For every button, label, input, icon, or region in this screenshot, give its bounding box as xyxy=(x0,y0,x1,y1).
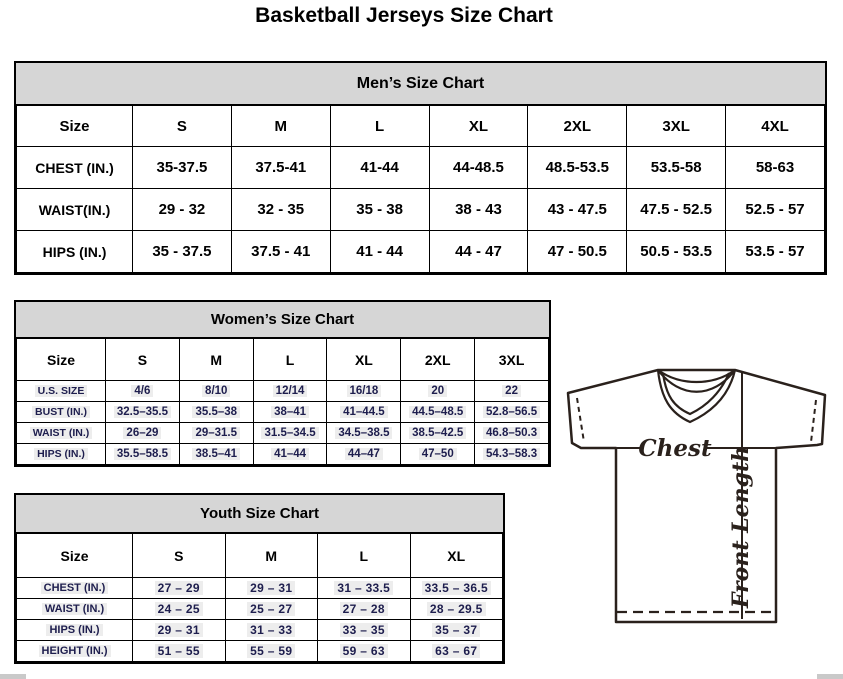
column-header: L xyxy=(318,534,411,578)
table-row xyxy=(17,599,503,620)
row-label: HIPS (IN.) xyxy=(17,620,133,641)
table-cell: 33.5 – 36.5 xyxy=(410,578,503,599)
chest-label: Chest xyxy=(638,435,712,462)
table-cell: 52.8–56.5 xyxy=(475,402,549,423)
table-cell: 55 – 59 xyxy=(225,641,318,662)
column-header: S xyxy=(133,106,232,147)
table-row xyxy=(17,444,549,465)
size-column-header: Size xyxy=(17,339,106,381)
jersey-diagram xyxy=(556,356,843,679)
row-label: HEIGHT (IN.) xyxy=(17,641,133,662)
table-cell: 47 - 50.5 xyxy=(528,231,627,273)
column-header: 4XL xyxy=(726,106,825,147)
table-row xyxy=(17,578,503,599)
table-row xyxy=(17,641,503,662)
column-header: XL xyxy=(327,339,401,381)
table-cell: 20 xyxy=(401,381,475,402)
table-cell: 4/6 xyxy=(106,381,180,402)
table-cell: 29 – 31 xyxy=(225,578,318,599)
table-cell: 28 – 29.5 xyxy=(410,599,503,620)
table-row xyxy=(17,189,825,231)
table-cell: 35 - 38 xyxy=(330,189,429,231)
table-cell: 41 - 44 xyxy=(330,231,429,273)
jersey-collar-icon xyxy=(658,370,735,422)
table-cell: 38–41 xyxy=(253,402,327,423)
column-header: M xyxy=(231,106,330,147)
row-label: WAIST (IN.) xyxy=(17,423,106,444)
table-cell: 52.5 - 57 xyxy=(726,189,825,231)
table-cell: 31 – 33 xyxy=(225,620,318,641)
table-cell: 44 - 47 xyxy=(429,231,528,273)
table-cell: 35.5–38 xyxy=(179,402,253,423)
womens-size-chart xyxy=(14,300,551,467)
table-cell: 25 – 27 xyxy=(225,599,318,620)
row-label: HIPS (IN.) xyxy=(17,444,106,465)
column-header: M xyxy=(179,339,253,381)
page-title: Basketball Jerseys Size Chart xyxy=(255,4,553,27)
table-cell: 44-48.5 xyxy=(429,147,528,189)
table-cell: 16/18 xyxy=(327,381,401,402)
size-column-header: Size xyxy=(17,534,133,578)
column-header: M xyxy=(225,534,318,578)
table-row xyxy=(17,231,825,273)
youth-size-table xyxy=(16,533,503,662)
table-cell: 8/10 xyxy=(179,381,253,402)
table-cell: 34.5–38.5 xyxy=(327,423,401,444)
womens-chart-header: Women’s Size Chart xyxy=(16,302,549,338)
table-cell: 44–47 xyxy=(327,444,401,465)
mens-size-chart xyxy=(14,61,827,275)
row-label: U.S. SIZE xyxy=(17,381,106,402)
table-cell: 32 - 35 xyxy=(231,189,330,231)
table-cell: 41–44 xyxy=(253,444,327,465)
table-cell: 27 – 29 xyxy=(133,578,226,599)
table-cell: 27 – 28 xyxy=(318,599,411,620)
table-cell: 22 xyxy=(475,381,549,402)
table-cell: 38.5–42.5 xyxy=(401,423,475,444)
table-cell: 24 – 25 xyxy=(133,599,226,620)
table-cell: 41-44 xyxy=(330,147,429,189)
table-cell: 43 - 47.5 xyxy=(528,189,627,231)
table-row xyxy=(17,381,549,402)
table-cell: 31 – 33.5 xyxy=(318,578,411,599)
column-header: XL xyxy=(410,534,503,578)
row-label: CHEST (IN.) xyxy=(17,578,133,599)
column-header: S xyxy=(133,534,226,578)
table-cell: 53.5-58 xyxy=(627,147,726,189)
column-header: 3XL xyxy=(475,339,549,381)
size-column-header: Size xyxy=(17,106,133,147)
table-cell: 35.5–58.5 xyxy=(106,444,180,465)
table-cell: 35-37.5 xyxy=(133,147,232,189)
table-cell: 37.5-41 xyxy=(231,147,330,189)
table-cell: 31.5–34.5 xyxy=(253,423,327,444)
column-header: L xyxy=(253,339,327,381)
table-cell: 35 - 37.5 xyxy=(133,231,232,273)
table-cell: 47.5 - 52.5 xyxy=(627,189,726,231)
corner-mark-left xyxy=(0,674,26,679)
table-cell: 44.5–48.5 xyxy=(401,402,475,423)
table-cell: 58-63 xyxy=(726,147,825,189)
table-cell: 12/14 xyxy=(253,381,327,402)
table-cell: 38.5–41 xyxy=(179,444,253,465)
table-cell: 32.5–35.5 xyxy=(106,402,180,423)
table-cell: 41–44.5 xyxy=(327,402,401,423)
column-header: 2XL xyxy=(401,339,475,381)
column-header: XL xyxy=(429,106,528,147)
row-label: WAIST (IN.) xyxy=(17,599,133,620)
table-cell: 48.5-53.5 xyxy=(528,147,627,189)
row-label: BUST (IN.) xyxy=(17,402,106,423)
table-cell: 51 – 55 xyxy=(133,641,226,662)
column-header: S xyxy=(106,339,180,381)
mens-size-table xyxy=(16,105,825,273)
row-label: CHEST (IN.) xyxy=(17,147,133,189)
row-label: WAIST(IN.) xyxy=(17,189,133,231)
row-label: HIPS (IN.) xyxy=(17,231,133,273)
table-row xyxy=(17,620,503,641)
table-cell: 59 – 63 xyxy=(318,641,411,662)
womens-size-table xyxy=(16,338,549,465)
front-length-label: Front Length xyxy=(728,445,754,609)
table-row xyxy=(17,147,825,189)
column-header: 2XL xyxy=(528,106,627,147)
column-header: L xyxy=(330,106,429,147)
table-cell: 47–50 xyxy=(401,444,475,465)
table-cell: 29 – 31 xyxy=(133,620,226,641)
table-cell: 38 - 43 xyxy=(429,189,528,231)
corner-mark-right xyxy=(817,674,843,679)
table-cell: 29–31.5 xyxy=(179,423,253,444)
youth-size-chart xyxy=(14,493,505,664)
table-row xyxy=(17,423,549,444)
mens-chart-header: Men’s Size Chart xyxy=(16,63,825,105)
table-cell: 26–29 xyxy=(106,423,180,444)
table-cell: 53.5 - 57 xyxy=(726,231,825,273)
table-cell: 35 – 37 xyxy=(410,620,503,641)
table-cell: 63 – 67 xyxy=(410,641,503,662)
table-cell: 29 - 32 xyxy=(133,189,232,231)
table-cell: 33 – 35 xyxy=(318,620,411,641)
jersey-outline-icon xyxy=(568,370,825,622)
youth-chart-header: Youth Size Chart xyxy=(16,495,503,533)
table-cell: 54.3–58.3 xyxy=(475,444,549,465)
table-row xyxy=(17,402,549,423)
table-cell: 50.5 - 53.5 xyxy=(627,231,726,273)
table-cell: 46.8–50.3 xyxy=(475,423,549,444)
column-header: 3XL xyxy=(627,106,726,147)
table-cell: 37.5 - 41 xyxy=(231,231,330,273)
